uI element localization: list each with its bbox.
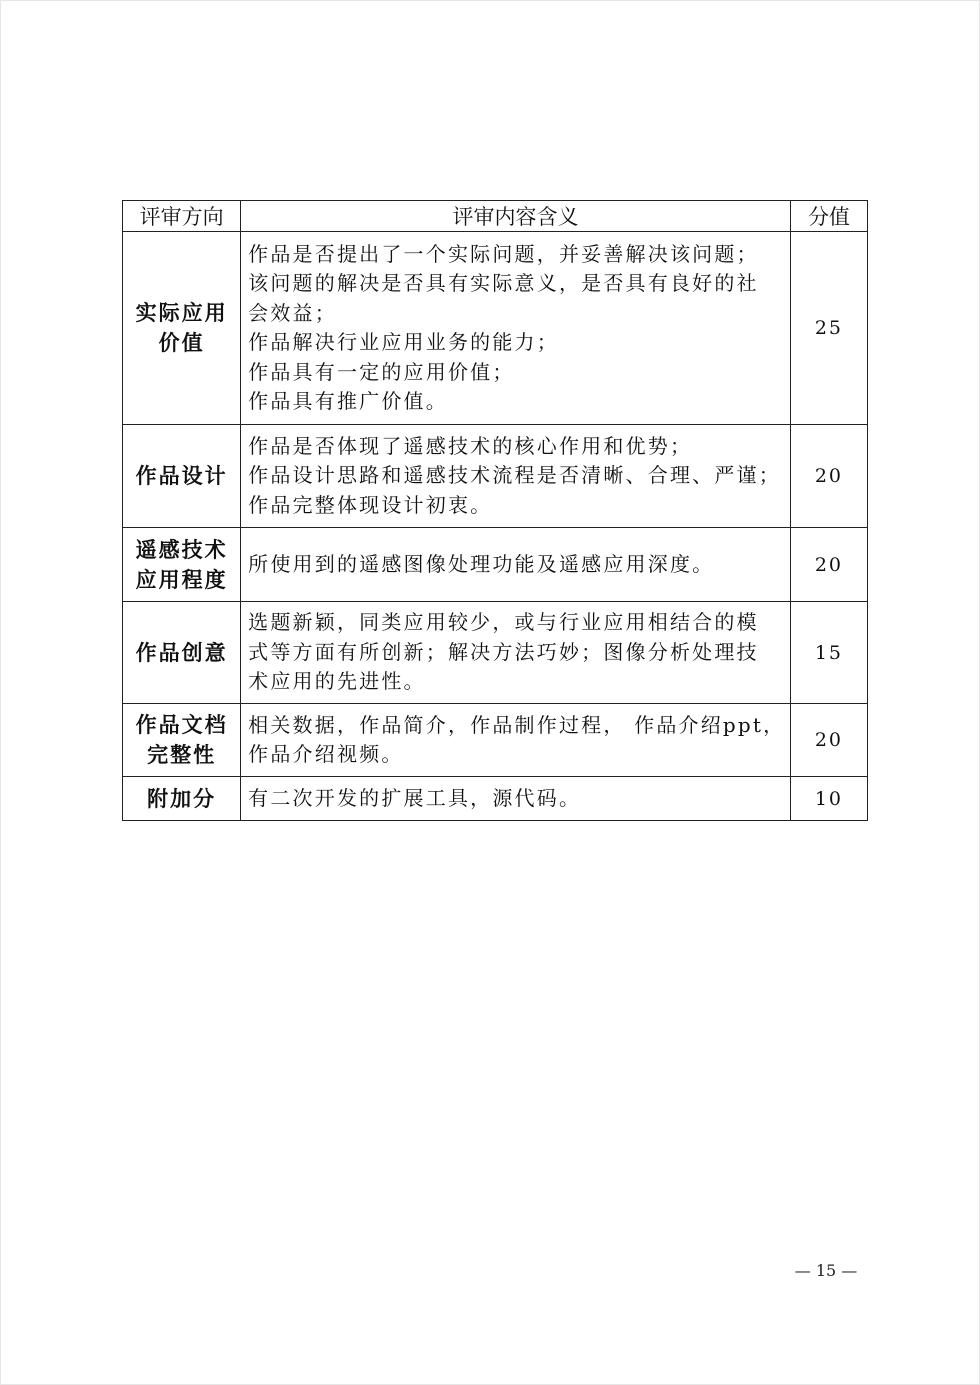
- content-line: 该问题的解决是否具有实际意义，是否具有良好的社: [248, 271, 759, 295]
- content-line: 作品是否体现了遥感技术的核心作用和优势；: [248, 433, 693, 458]
- header-score: 分值: [790, 201, 867, 232]
- table-row: [123, 602, 868, 704]
- row-direction: [123, 777, 241, 821]
- row-score: 20: [790, 528, 867, 602]
- direction-line: 附加分: [147, 786, 217, 811]
- content-line: 作品具有一定的应用价值；: [248, 359, 515, 384]
- content-line: 相关数据，作品简介，作品制作过程， 作品介绍ppt，: [248, 712, 786, 737]
- direction-line: 作品创意: [135, 640, 228, 665]
- content-line: 式等方面有所创新；解决方法巧妙；图像分析处理技: [248, 639, 759, 664]
- content-line: 有二次开发的扩展工具，源代码。: [248, 785, 582, 810]
- content-line: 所使用到的遥感图像处理功能及遥感应用深度。: [248, 551, 715, 576]
- row-content: [241, 425, 791, 528]
- direction-line: 完整性: [147, 743, 217, 767]
- row-direction: [123, 232, 241, 425]
- table-row: [123, 425, 868, 528]
- content-line: 选题新颖，同类应用较少，或与行业应用相结合的模: [248, 610, 759, 635]
- row-content: [241, 528, 791, 602]
- direction-line: 作品文档: [135, 713, 228, 737]
- direction-line: 实际应用: [135, 301, 228, 325]
- direction-line: 价值: [158, 331, 205, 355]
- page-number: — 15 —: [794, 1261, 858, 1280]
- row-direction: [123, 602, 241, 704]
- direction-line: 作品设计: [135, 464, 228, 488]
- content-line: 术应用的先进性。: [248, 669, 426, 694]
- row-score: 20: [790, 425, 867, 528]
- row-content: [241, 704, 791, 777]
- row-content: [241, 602, 791, 704]
- header-content: 评审内容含义: [241, 201, 791, 232]
- row-direction: [123, 425, 241, 528]
- evaluation-criteria-table: [122, 200, 868, 821]
- header-direction: 评审方向: [123, 201, 241, 232]
- row-direction: [123, 528, 241, 602]
- direction-line: 遥感技术: [135, 537, 228, 562]
- table-row: [123, 528, 868, 602]
- row-content: [241, 232, 791, 425]
- content-line: 会效益；: [248, 300, 337, 325]
- row-score: 10: [790, 777, 867, 821]
- direction-line: 应用程度: [135, 567, 228, 592]
- table-row: [123, 704, 868, 777]
- row-score: 15: [790, 602, 867, 704]
- table-row: [123, 777, 868, 821]
- table-row: [123, 232, 868, 425]
- content-line: 作品是否提出了一个实际问题，并妥善解决该问题；: [248, 241, 759, 266]
- content-line: 作品具有推广价值。: [248, 389, 448, 413]
- content-line: 作品介绍视频。: [248, 742, 404, 766]
- row-direction: [123, 704, 241, 777]
- row-content: [241, 777, 791, 821]
- content-line: 作品解决行业应用业务的能力；: [248, 330, 559, 354]
- row-score: 25: [790, 232, 867, 425]
- table-header-row: [123, 201, 868, 232]
- content-line: 作品设计思路和遥感技术流程是否清晰、合理、严谨；: [248, 463, 781, 488]
- row-score: 20: [790, 704, 867, 777]
- content-line: 作品完整体现设计初衷。: [248, 492, 493, 517]
